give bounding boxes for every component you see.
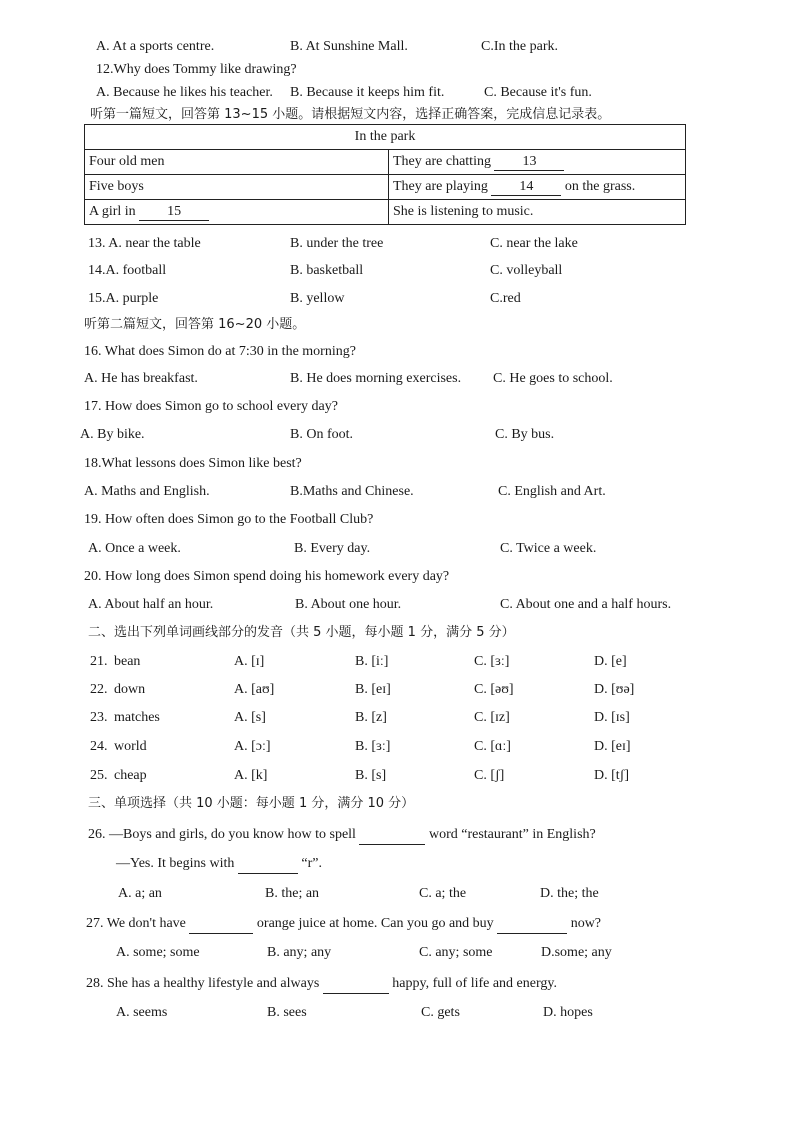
q27-option-d: D.some; any <box>541 945 612 960</box>
q20-option-c: C. About one and a half hours. <box>500 597 672 612</box>
q26-stem-1: 26. —Boys and girls, do you know how to spell <box>88 827 356 842</box>
q26-option-d: D. the; the <box>540 886 599 901</box>
q26-option-c: C. a; the <box>419 886 467 901</box>
cell-text: They are playing <box>393 178 488 194</box>
phonetic-option-a: A. [s] <box>234 710 266 725</box>
phonetic-option-d: D. [e] <box>594 654 627 669</box>
q12-option-c: C. Because it's fun. <box>484 85 592 100</box>
phonetic-num: 23. <box>90 710 108 725</box>
cell-text: They are chatting <box>393 153 491 169</box>
q26-stem-4: “r”. <box>301 856 322 871</box>
q17-question: 17. How does Simon go to school every day? <box>84 399 338 414</box>
q17-option-b: B. On foot. <box>290 427 353 442</box>
phonetic-option-b: B. [z] <box>355 710 387 725</box>
q27-stem-2: orange juice at home. Can you go and buy <box>256 916 494 931</box>
phonetic-word: matches <box>114 710 160 725</box>
phonetic-num: 24. <box>90 739 108 754</box>
q27-stem-1: 27. We don't have <box>86 916 186 931</box>
phonetic-option-b: B. [s] <box>355 768 387 783</box>
q14-option-b: B. basketball <box>290 263 364 278</box>
phonetic-option-a: A. [aʊ] <box>234 682 275 697</box>
table-cell: Four old men <box>85 150 389 175</box>
q27-option-b: B. any; any <box>267 945 332 960</box>
phonetic-option-c: C. [əʊ] <box>474 682 514 697</box>
q19-option-a: A. Once a week. <box>88 541 181 556</box>
q28-stem-2: happy, full of life and energy. <box>392 976 557 991</box>
cell-text: A girl in <box>89 203 136 219</box>
q18-option-b: B.Maths and Chinese. <box>290 484 414 499</box>
q28-option-d: D. hopes <box>543 1005 593 1020</box>
table-cell <box>389 150 686 175</box>
phonetic-option-d: D. [tʃ] <box>594 768 629 783</box>
q13-option-b: B. under the tree <box>290 236 384 251</box>
q18-option-a: A. Maths and English. <box>84 484 210 499</box>
passage1-instruction: 听第一篇短文，回答第 13~15 小题。请根据短文内容，选择正确答案，完成信息记录表。 <box>90 107 611 122</box>
q19-option-c: C. Twice a week. <box>500 541 597 556</box>
q27-text <box>86 915 601 934</box>
q26-text <box>116 855 322 874</box>
answer-blank-14: 14 <box>491 179 561 196</box>
table-row <box>85 175 686 200</box>
phonetic-option-c: C. [ɪz] <box>474 710 510 725</box>
phonetic-option-d: D. [ɪs] <box>594 710 630 725</box>
q11-option-c: C.In the park. <box>481 39 558 54</box>
q26-stem-3: —Yes. It begins with <box>116 856 235 871</box>
q12-option-a: A. Because he likes his teacher. <box>96 85 273 100</box>
q27-option-a: A. some; some <box>116 945 200 960</box>
q28-blank <box>323 975 389 994</box>
q27-blank-1 <box>189 915 253 934</box>
phonetic-option-a: A. [ɪ] <box>234 654 265 669</box>
q11-option-a: A. At a sports centre. <box>96 39 215 54</box>
q26-blank-2 <box>238 855 298 874</box>
phonetic-word: bean <box>114 654 141 669</box>
phonetic-option-d: D. [ʊə] <box>594 682 635 697</box>
q15-option-c: C.red <box>490 291 521 306</box>
table-header: In the park <box>85 125 686 150</box>
section3-title: 三、单项选择（共 10 小题：每小题 1 分，满分 10 分） <box>88 796 415 811</box>
phonetic-option-b: B. [ɜː] <box>355 739 391 754</box>
q13-option-a: 13. A. near the table <box>88 236 201 251</box>
q27-option-c: C. any; some <box>419 945 493 960</box>
q11-option-b: B. At Sunshine Mall. <box>290 39 408 54</box>
q17-option-a: A. By bike. <box>80 427 145 442</box>
q18-question: 18.What lessons does Simon like best? <box>84 456 302 471</box>
q15-option-a: 15.A. purple <box>88 291 159 306</box>
phonetic-word: cheap <box>114 768 147 783</box>
phonetic-option-b: B. [iː] <box>355 654 389 669</box>
q19-option-b: B. Every day. <box>294 541 371 556</box>
q14-option-a: 14.A. football <box>88 263 167 278</box>
q26-blank-1 <box>359 826 425 845</box>
q27-blank-2 <box>497 915 567 934</box>
phonetic-option-a: A. [ɔː] <box>234 739 271 754</box>
answer-blank-13: 13 <box>494 154 564 171</box>
answer-blank-15: 15 <box>139 204 209 221</box>
section2-title: 二、选出下列单词画线部分的发音（共 5 小题，每小题 1 分，满分 5 分） <box>88 625 515 640</box>
phonetic-option-c: C. [ʃ] <box>474 768 505 783</box>
q12-option-b: B. Because it keeps him fit. <box>290 85 445 100</box>
q28-stem-1: 28. She has a healthy lifestyle and always <box>86 976 320 991</box>
phonetic-num: 25. <box>90 768 108 783</box>
q28-option-c: C. gets <box>421 1005 460 1020</box>
phonetic-num: 21. <box>90 654 108 669</box>
table-cell: Five boys <box>85 175 389 200</box>
cell-text: on the grass. <box>564 178 636 194</box>
q19-question: 19. How often does Simon go to the Football Club? <box>84 512 374 527</box>
phonetic-word: down <box>114 682 146 697</box>
q28-text <box>86 975 557 994</box>
table-row <box>85 200 686 225</box>
q26-option-a: A. a; an <box>118 886 162 901</box>
q26-stem-2: word “restaurant” in English? <box>428 827 596 842</box>
q18-option-c: C. English and Art. <box>498 484 606 499</box>
table-row <box>85 150 686 175</box>
q28-option-b: B. sees <box>267 1005 307 1020</box>
q20-question: 20. How long does Simon spend doing his homework every day? <box>84 569 450 584</box>
q17-option-c: C. By bus. <box>495 427 555 442</box>
phonetic-option-d: D. [eɪ] <box>594 739 631 754</box>
q16-question: 16. What does Simon do at 7:30 in the morning? <box>84 344 356 359</box>
q20-option-b: B. About one hour. <box>295 597 402 612</box>
phonetic-option-c: C. [ɑː] <box>474 739 511 754</box>
q14-option-c: C. volleyball <box>490 263 563 278</box>
q16-option-a: A. He has breakfast. <box>84 371 198 386</box>
table-cell <box>389 175 686 200</box>
passage2-instruction: 听第二篇短文，回答第 16~20 小题。 <box>84 317 306 332</box>
q28-option-a: A. seems <box>116 1005 168 1020</box>
q20-option-a: A. About half an hour. <box>88 597 214 612</box>
phonetic-word: world <box>114 739 147 754</box>
info-record-table <box>84 124 686 225</box>
phonetic-option-b: B. [eɪ] <box>355 682 391 697</box>
q27-stem-3: now? <box>570 916 602 931</box>
q26-option-b: B. the; an <box>265 886 320 901</box>
phonetic-option-a: A. [k] <box>234 768 268 783</box>
phonetic-option-c: C. [ɜː] <box>474 654 510 669</box>
q13-option-c: C. near the lake <box>490 236 578 251</box>
table-cell: She is listening to music. <box>389 200 686 225</box>
q15-option-b: B. yellow <box>290 291 345 306</box>
q12-question: 12.Why does Tommy like drawing? <box>96 62 297 77</box>
q26-text <box>88 826 596 845</box>
table-cell <box>85 200 389 225</box>
q16-option-c: C. He goes to school. <box>493 371 613 386</box>
phonetic-num: 22. <box>90 682 108 697</box>
q16-option-b: B. He does morning exercises. <box>290 371 462 386</box>
